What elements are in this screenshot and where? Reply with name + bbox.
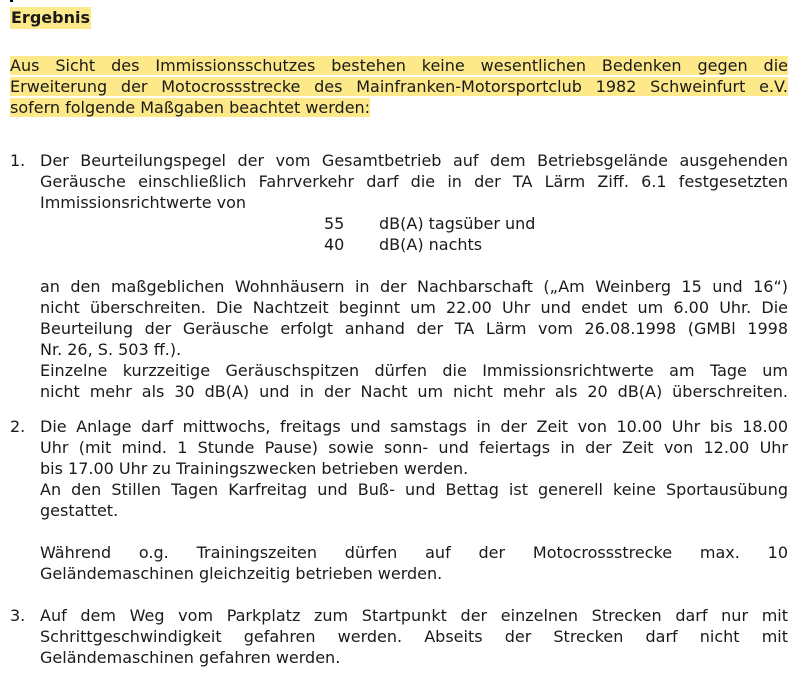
list-number: 1. bbox=[10, 151, 26, 170]
top-edge-mark bbox=[10, 0, 13, 2]
text-line: Uhr (mit mind. 1 Stunde Pause) sowie sonn- und feiertags in der Zeit von 12.00 Uhr bbox=[40, 438, 788, 457]
list-item-body bbox=[40, 416, 788, 584]
text-line: Geräusche einschließlich Fahrverkehr darf die in der TA Lärm Ziff. 6.1 festgesetzten bbox=[40, 172, 788, 191]
intro-line: Aus Sicht des Immissionsschutzes bestehen keine wesentlichen Bedenken gegen die bbox=[10, 56, 788, 75]
list-number: 2. bbox=[10, 417, 26, 436]
night-limit-unit: dB(A) nachts bbox=[379, 235, 483, 254]
night-limit-value: 40 bbox=[324, 235, 345, 254]
text-line: Nr. 26, S. 503 ff.). bbox=[40, 340, 182, 359]
day-limit-unit: dB(A) tagsüber und bbox=[379, 214, 536, 233]
text-line: gestattet. bbox=[40, 501, 119, 520]
text-line: nicht überschreiten. Die Nachtzeit beginnt um 22.00 Uhr und endet um 6.00 Uhr. Die bbox=[40, 298, 788, 317]
text-line: Schrittgeschwindigkeit gefahren werden. Abseits der Strecken darf nicht mit bbox=[40, 627, 788, 646]
text-line: Der Beurteilungspegel der vom Gesamtbetrieb auf dem Betriebsgelände ausgehenden bbox=[40, 151, 788, 170]
text-line: Auf dem Weg vom Parkplatz zum Startpunkt der einzelnen Strecken darf nur mit bbox=[40, 606, 788, 625]
intro-line: sofern folgende Maßgaben beachtet werden: bbox=[10, 98, 371, 117]
intro-paragraph bbox=[10, 55, 788, 118]
text-line: an den maßgeblichen Wohnhäusern in der Nachbarschaft („Am Weinberg 15 und 16“) bbox=[40, 277, 788, 296]
text-line: Geländemaschinen gleichzeitig betrieben werden. bbox=[40, 564, 443, 583]
list-number: 3. bbox=[10, 606, 26, 625]
list-item-body bbox=[40, 150, 788, 402]
section-heading: Ergebnis bbox=[11, 8, 90, 27]
limit-values bbox=[40, 213, 788, 255]
intro-line: Erweiterung der Motocrossstrecke des Mainfranken-Motorsportclub 1982 Schweinfurt e.V. bbox=[10, 77, 788, 96]
list-item-body bbox=[40, 605, 788, 668]
text-line: Immissionsrichtwerte von bbox=[40, 193, 247, 212]
text-line: Während o.g. Trainingszeiten dürfen auf der Motocrossstrecke max. 10 bbox=[40, 543, 788, 562]
text-line: Beurteilung der Geräusche erfolgt anhand der TA Lärm vom 26.08.1998 (GMBl 1998 bbox=[40, 319, 788, 338]
text-line: Einzelne kurzzeitige Geräuschspitzen dürfen die Immissionsrichtwerte am Tage um bbox=[40, 361, 788, 380]
text-line: An den Stillen Tagen Karfreitag und Buß- und Bettag ist generell keine Sportausübung bbox=[40, 480, 788, 499]
text-line: bis 17.00 Uhr zu Trainingszwecken betrieben werden. bbox=[40, 459, 469, 478]
text-line: nicht mehr als 30 dB(A) und in der Nacht um nicht mehr als 20 dB(A) überschreiten. bbox=[40, 382, 788, 401]
text-line: Geländemaschinen gefahren werden. bbox=[40, 648, 341, 667]
day-limit-value: 55 bbox=[324, 214, 345, 233]
text-line: Die Anlage darf mittwochs, freitags und samstags in der Zeit von 10.00 Uhr bis 18.00 bbox=[40, 417, 788, 436]
